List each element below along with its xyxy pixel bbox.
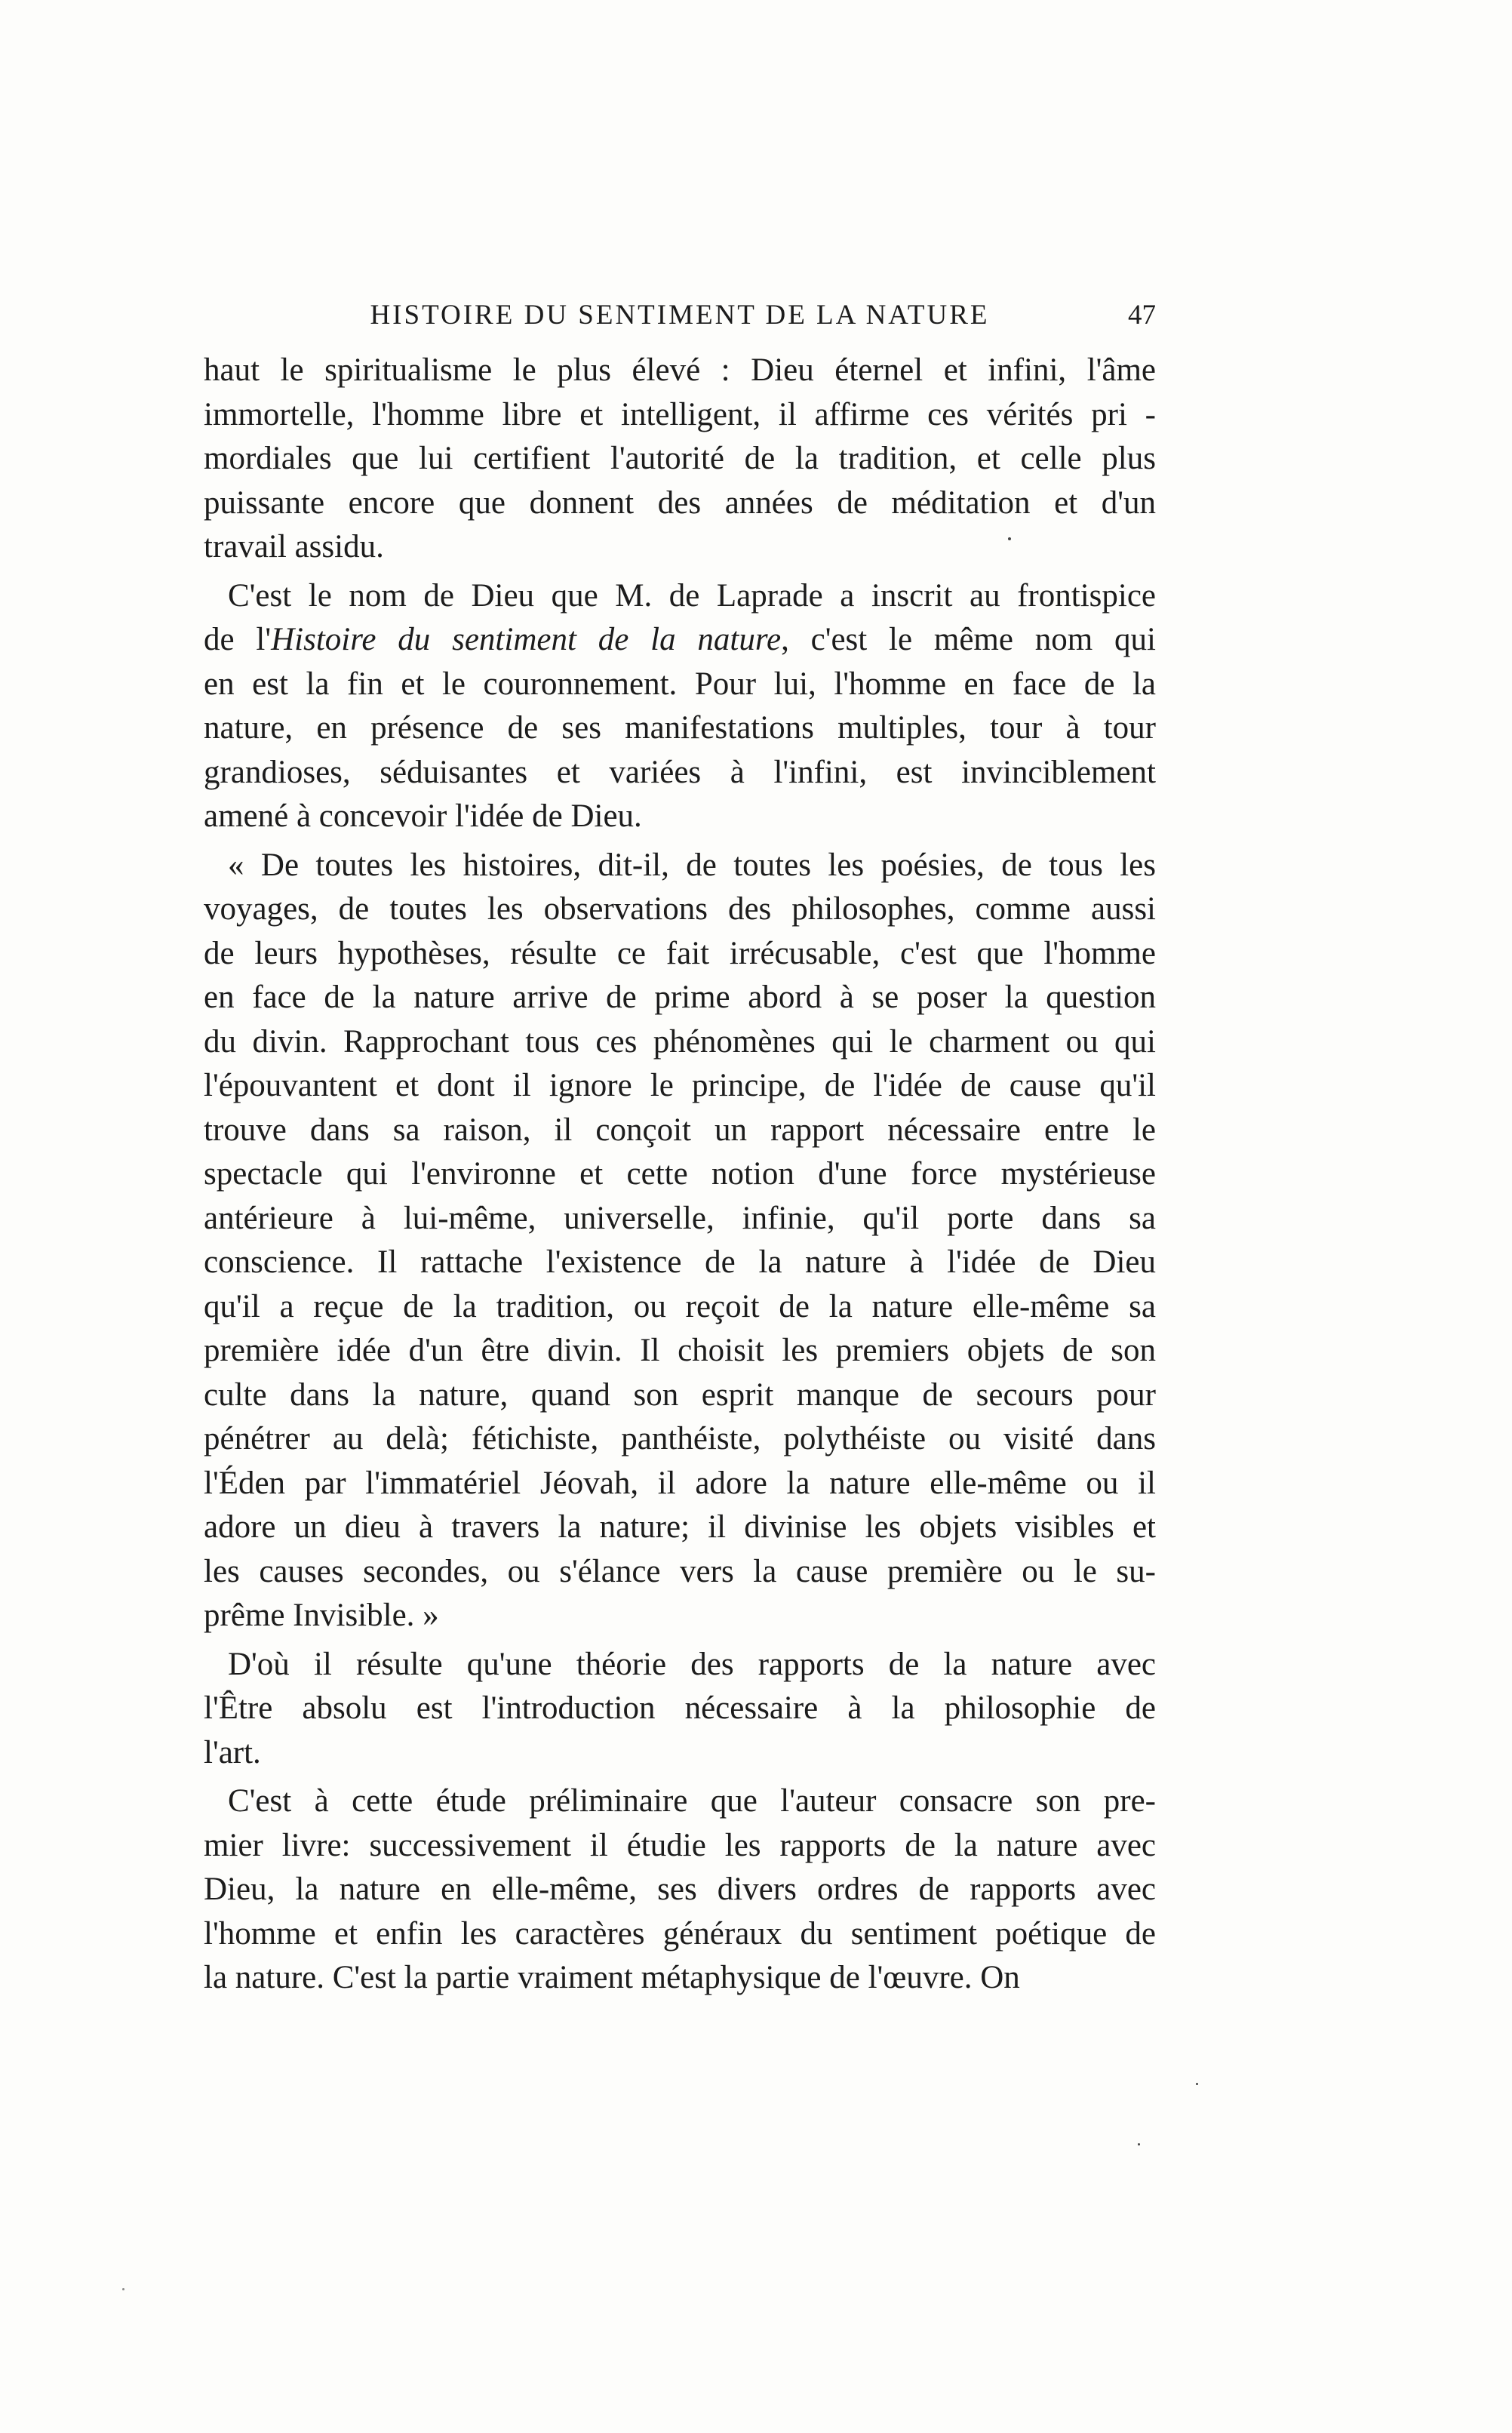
text-run: de leurs hypothèses, résulte ce fait irrécusable, c'est que l'homme	[204, 935, 1156, 971]
text-run: du divin. Rapprochant tous ces phénomènes qui le charment ou qui	[204, 1023, 1156, 1060]
text-run: D'où il résulte qu'une théorie des rapports de la nature avec	[228, 1646, 1156, 1682]
ink-speck	[1138, 2143, 1140, 2145]
text-line	[204, 1152, 1156, 1197]
text-run: première idée d'un être divin. Il choisit les premiers objets de son	[204, 1333, 1156, 1368]
text-run: voyages, de toutes les observations des philosophes, comme aussi	[204, 891, 1156, 927]
text-line	[204, 1064, 1156, 1109]
text-line	[204, 1868, 1156, 1912]
text-line	[204, 1109, 1156, 1153]
text-run: , c'est le même nom qui	[781, 622, 1156, 657]
text-run: culte dans la nature, quand son esprit manque de secours pour	[204, 1376, 1156, 1413]
text-run: nature, en présence de ses manifestations multiples, tour à tour	[204, 710, 1156, 746]
text-run: adore un dieu à travers la nature; il divinise les objets visibles et	[204, 1509, 1156, 1545]
text-run: l'épouvantent et dont il ignore le principe, de l'idée de cause qu'il	[204, 1068, 1156, 1103]
text-line	[204, 393, 1156, 438]
text-run: C'est le nom de Dieu que M. de Laprade a inscrit au frontispice	[228, 577, 1156, 614]
text-line	[204, 751, 1156, 795]
text-line	[204, 1197, 1156, 1241]
text-run: la nature. C'est la partie vraiment métaphysique de l'œuvre. On	[204, 1960, 1020, 1995]
paragraph	[204, 574, 1156, 839]
text-run: pénétrer au delà; fétichiste, panthéiste, polythéiste ou visité dans	[204, 1421, 1156, 1456]
text-line	[204, 1731, 1156, 1776]
text-line	[204, 663, 1156, 707]
text-run: Dieu, la nature en elle-même, ses divers ordres de rapports avec	[204, 1872, 1156, 1907]
text-line	[204, 1241, 1156, 1285]
text-line	[204, 574, 1156, 619]
text-line	[204, 481, 1156, 526]
paragraph	[204, 844, 1156, 1638]
running-title: HISTOIRE DU SENTIMENT DE LA NATURE	[370, 300, 990, 331]
text-line	[204, 525, 1156, 570]
text-run: qu'il a reçue de la tradition, ou reçoit de la nature elle-même sa	[204, 1288, 1156, 1324]
text-run: l'Éden par l'immatériel Jéovah, il adore la nature elle-même ou il	[204, 1465, 1156, 1501]
text-run: l'art.	[204, 1734, 261, 1770]
text-line	[204, 976, 1156, 1020]
text-line	[204, 1824, 1156, 1869]
paragraph	[204, 1779, 1156, 2001]
text-run: en est la fin et le couronnement. Pour lui, l'homme en face de la	[204, 666, 1156, 702]
text-line	[204, 1329, 1156, 1373]
text-run: grandioses, séduisantes et variées à l'infini, est invinciblement	[204, 754, 1156, 790]
text-line	[204, 932, 1156, 977]
text-run: l'Être absolu est l'introduction nécessaire à la philosophie de	[204, 1690, 1156, 1726]
text-run: mier livre: successivement il étudie les rapports de la nature avec	[204, 1827, 1156, 1863]
ink-speck	[1008, 537, 1011, 540]
text-run: travail assidu.	[204, 529, 384, 564]
ink-speck	[1196, 2083, 1198, 2085]
text-run: haut le spiritualisme le plus élevé : Dieu éternel et infini, l'âme	[204, 352, 1156, 388]
text-line	[204, 349, 1156, 393]
text-line	[204, 1373, 1156, 1418]
text-run: les causes secondes, ou s'élance vers la cause première ou le su-	[204, 1553, 1156, 1589]
text-run: immortelle, l'homme libre et intelligent, il affirme ces vérités pri -	[204, 396, 1156, 432]
text-run: antérieure à lui-même, universelle, infinie, qu'il porte dans sa	[204, 1200, 1156, 1236]
text-run: l'homme et enfin les caractères généraux du sentiment poétique de	[204, 1915, 1156, 1952]
text-run: prême Invisible. »	[204, 1598, 439, 1633]
text-line	[204, 1912, 1156, 1957]
page-number: 47	[1128, 300, 1156, 331]
text-line	[204, 437, 1156, 481]
text-run: spectacle qui l'environne et cette notion d'une force mystérieuse	[204, 1156, 1156, 1192]
text-line	[204, 887, 1156, 932]
text-line	[204, 844, 1156, 888]
text-line	[204, 1643, 1156, 1687]
text-line	[204, 618, 1156, 663]
text-line	[204, 1285, 1156, 1330]
text-line	[204, 1779, 1156, 1824]
text-line	[204, 1687, 1156, 1731]
text-run: puissante encore que donnent des années de méditation et d'un	[204, 484, 1156, 521]
text-run: trouve dans sa raison, il conçoit un rapport nécessaire entre le	[204, 1112, 1156, 1148]
text-run: C'est à cette étude préliminaire que l'auteur consacre son pre-	[228, 1783, 1156, 1819]
text-run: de l'	[204, 622, 272, 657]
text-line	[204, 706, 1156, 751]
text-run: conscience. Il rattache l'existence de la nature à l'idée de Dieu	[204, 1244, 1156, 1280]
body-text	[204, 349, 1156, 2001]
italic-title: Histoire du sentiment de la nature	[271, 622, 782, 657]
running-head	[204, 296, 1156, 341]
ink-speck	[122, 2288, 124, 2290]
paragraph	[204, 1643, 1156, 1776]
text-run: mordiales que lui certifient l'autorité de la tradition, et celle plus	[204, 441, 1156, 476]
text-line	[204, 795, 1156, 839]
text-line	[204, 1594, 1156, 1638]
text-run: amené à concevoir l'idée de Dieu.	[204, 798, 642, 834]
text-line	[204, 1417, 1156, 1462]
text-run: « De toutes les histoires, dit-il, de toutes les poésies, de tous les	[228, 847, 1156, 883]
text-line	[204, 1956, 1156, 2001]
text-line	[204, 1462, 1156, 1506]
text-run: en face de la nature arrive de prime abord à se poser la question	[204, 980, 1156, 1015]
text-line	[204, 1550, 1156, 1595]
paragraph	[204, 349, 1156, 570]
text-line	[204, 1020, 1156, 1065]
text-line	[204, 1506, 1156, 1550]
